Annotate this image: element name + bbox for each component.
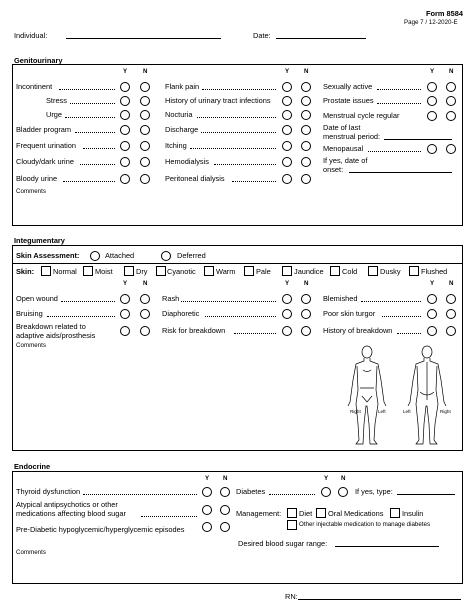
diabetes-y-radio[interactable] — [321, 487, 331, 497]
stress-label: Stress — [46, 96, 67, 105]
flank-pain-label: Flank pain — [165, 82, 200, 91]
diabetes-label: Diabetes — [236, 487, 266, 496]
onset-label-2: onset: — [323, 165, 344, 174]
individual-label: Individual: — [14, 31, 48, 40]
bloody-urine-n-radio[interactable] — [140, 174, 150, 184]
blemished-label: Blemished — [323, 294, 358, 303]
thyroid-label: Thyroid dysfunction — [16, 487, 81, 496]
frequent-urination-y-radio[interactable] — [120, 141, 130, 151]
leader-dots — [80, 164, 115, 165]
diaphoretic-y-radio[interactable] — [282, 309, 292, 319]
cyanotic-checkbox[interactable] — [156, 266, 166, 276]
endocrine-title: Endocrine — [14, 462, 51, 471]
antipsychotics-y-radio[interactable] — [202, 505, 212, 515]
breakdown-aids-y-radio[interactable] — [120, 326, 130, 336]
poor-turgor-label: Poor skin turgor — [323, 309, 376, 318]
leader-dots — [75, 132, 115, 133]
diabetes-type-label: If yes, type: — [355, 487, 393, 496]
bladder-program-label: Bladder program — [16, 125, 72, 134]
leader-dots — [202, 89, 276, 90]
diabetes-type-field[interactable] — [397, 494, 455, 495]
rn-label: RN: — [285, 592, 298, 601]
leader-dots — [201, 132, 276, 133]
bladder-program-y-radio[interactable] — [120, 125, 130, 135]
yn-y-header: Y — [123, 280, 128, 287]
jaundice-label: Jaundice — [294, 267, 324, 276]
yn-y-header: Y — [285, 280, 290, 287]
form-number: Form 8584 — [426, 9, 463, 18]
insulin-label: Insulin — [402, 509, 424, 518]
prostate-issues-n-radio[interactable] — [446, 96, 456, 106]
leader-dots — [205, 316, 276, 317]
comments-label: Comments — [16, 188, 46, 195]
uti-history-label: History of urinary tract infections — [165, 96, 271, 105]
moist-label: Moist — [95, 267, 113, 276]
hemodialysis-y-radio[interactable] — [282, 157, 292, 167]
open-wound-n-radio[interactable] — [140, 294, 150, 304]
cloudy-urine-n-radio[interactable] — [140, 157, 150, 167]
antipsychotics-n-radio[interactable] — [220, 505, 230, 515]
diaphoretic-label: Diaphoretic — [162, 309, 200, 318]
oral-medications-label: Oral Medications — [328, 509, 384, 518]
nocturia-y-radio[interactable] — [282, 110, 292, 120]
leader-dots — [181, 301, 276, 302]
integumentary-section — [12, 245, 463, 451]
yn-n-header: N — [223, 475, 228, 482]
front-right-label: Right — [350, 409, 361, 414]
nocturia-n-radio[interactable] — [301, 110, 311, 120]
jaundice-checkbox[interactable] — [282, 266, 292, 276]
divider — [13, 263, 462, 264]
leader-dots — [368, 151, 421, 152]
antipsychotics-label: Atypical antipsychotics or other — [16, 500, 118, 509]
normal-checkbox[interactable] — [41, 266, 51, 276]
open-wound-label: Open wound — [16, 294, 58, 303]
leader-dots — [190, 148, 276, 149]
peritoneal-dialysis-n-radio[interactable] — [301, 174, 311, 184]
attached-label: Attached — [105, 251, 135, 260]
flushed-label: Flushed — [421, 267, 448, 276]
page-number: Page 7 / 12-2020-E — [404, 19, 458, 26]
menopausal-label: Menopausal — [323, 144, 364, 153]
comments-label: Comments — [16, 549, 46, 556]
incontinent-y-radio[interactable] — [120, 82, 130, 92]
yn-n-header: N — [449, 280, 454, 287]
leader-dots — [83, 494, 197, 495]
back-right-label: Right — [440, 409, 451, 414]
deferred-label: Deferred — [177, 251, 206, 260]
leader-dots — [214, 164, 276, 165]
other-injectable-label: Other injectable medication to manage diabetes — [299, 521, 431, 528]
prostate-issues-y-radio[interactable] — [427, 96, 437, 106]
skin-assessment-label: Skin Assessment: — [16, 251, 80, 260]
incontinent-n-radio[interactable] — [140, 82, 150, 92]
dusky-checkbox[interactable] — [368, 266, 378, 276]
yn-n-header: N — [143, 280, 148, 287]
flushed-checkbox[interactable] — [409, 266, 419, 276]
cloudy-urine-label: Cloudy/dark urine — [16, 157, 74, 166]
bloody-urine-y-radio[interactable] — [120, 174, 130, 184]
history-breakdown-y-radio[interactable] — [427, 326, 437, 336]
leader-dots — [63, 181, 115, 182]
bruising-n-radio[interactable] — [140, 309, 150, 319]
pale-checkbox[interactable] — [244, 266, 254, 276]
cold-label: Cold — [342, 267, 358, 276]
insulin-checkbox[interactable] — [390, 508, 400, 518]
prostate-issues-label: Prostate issues — [323, 96, 374, 105]
dusky-label: Dusky — [380, 267, 401, 276]
leader-dots — [382, 316, 421, 317]
front-head — [362, 346, 372, 358]
leader-dots — [397, 333, 421, 334]
breakdown-aids-label: Breakdown related to — [16, 322, 86, 331]
poor-turgor-y-radio[interactable] — [427, 309, 437, 319]
leader-dots — [47, 316, 115, 317]
yn-n-header: N — [449, 68, 454, 75]
stress-y-radio[interactable] — [120, 96, 130, 106]
frequent-urination-n-radio[interactable] — [140, 141, 150, 151]
yn-n-header: N — [304, 68, 309, 75]
blood-sugar-range-label: Desired blood sugar range: — [238, 539, 328, 548]
yn-n-header: N — [143, 68, 148, 75]
sexually-active-y-radio[interactable] — [427, 82, 437, 92]
diet-label: Diet — [299, 509, 313, 518]
blood-sugar-range-field[interactable] — [335, 546, 439, 547]
normal-label: Normal — [53, 267, 77, 276]
prediabetic-y-radio[interactable] — [202, 522, 212, 532]
diet-checkbox[interactable] — [287, 508, 297, 518]
incontinent-label: Incontinent — [16, 82, 53, 91]
warm-checkbox[interactable] — [204, 266, 214, 276]
individual-field[interactable] — [66, 38, 221, 39]
hemodialysis-n-radio[interactable] — [301, 157, 311, 167]
leader-dots — [269, 494, 315, 495]
history-breakdown-n-radio[interactable] — [446, 326, 456, 336]
hemodialysis-label: Hemodialysis — [165, 157, 209, 166]
urge-label: Urge — [46, 110, 63, 119]
cold-checkbox[interactable] — [330, 266, 340, 276]
prediabetic-label: Pre-Diabetic hypoglycemic/hyperglycemic episodes — [16, 525, 185, 534]
leader-dots — [377, 103, 421, 104]
dry-label: Dry — [136, 267, 148, 276]
last-period-label-2: menstrual period: — [323, 132, 381, 141]
discharge-y-radio[interactable] — [282, 125, 292, 135]
leader-dots — [65, 117, 115, 118]
frequent-urination-label: Frequent urination — [16, 141, 76, 150]
risk-breakdown-y-radio[interactable] — [282, 326, 292, 336]
rash-label: Rash — [162, 294, 180, 303]
leader-dots — [361, 301, 421, 302]
risk-breakdown-label: Risk for breakdown — [162, 326, 226, 335]
moist-checkbox[interactable] — [83, 266, 93, 276]
peritoneal-dialysis-y-radio[interactable] — [282, 174, 292, 184]
yn-n-header: N — [304, 280, 309, 287]
back-head — [422, 346, 432, 358]
blemished-n-radio[interactable] — [446, 294, 456, 304]
menstrual-regular-y-radio[interactable] — [427, 111, 437, 121]
genitourinary-title: Genitourinary — [14, 56, 63, 65]
open-wound-y-radio[interactable] — [120, 294, 130, 304]
leader-dots — [377, 89, 421, 90]
diabetes-n-radio[interactable] — [338, 487, 348, 497]
antipsychotics-label-2: medications affecting blood sugar — [16, 509, 126, 518]
rash-y-radio[interactable] — [282, 294, 292, 304]
rash-n-radio[interactable] — [301, 294, 311, 304]
yn-y-header: Y — [324, 475, 329, 482]
menstrual-regular-n-radio[interactable] — [446, 111, 456, 121]
front-left-label: Left — [378, 409, 386, 414]
endocrine-section — [12, 471, 463, 584]
yn-y-header: Y — [123, 68, 128, 75]
thyroid-n-radio[interactable] — [220, 487, 230, 497]
diaphoretic-n-radio[interactable] — [301, 309, 311, 319]
breakdown-aids-label-2: adaptive aids/prosthesis — [16, 331, 96, 340]
pale-label: Pale — [256, 267, 271, 276]
attached-radio[interactable] — [90, 251, 100, 261]
blemished-y-radio[interactable] — [427, 294, 437, 304]
genitourinary-section — [12, 64, 463, 226]
bladder-program-n-radio[interactable] — [140, 125, 150, 135]
management-label: Management: — [236, 509, 282, 518]
flank-pain-n-radio[interactable] — [301, 82, 311, 92]
leader-dots — [234, 333, 276, 334]
warm-label: Warm — [216, 267, 236, 276]
bloody-urine-label: Bloody urine — [16, 174, 58, 183]
itching-label: Itching — [165, 141, 187, 150]
bruising-label: Bruising — [16, 309, 43, 318]
menstrual-regular-label: Menstrual cycle regular — [323, 111, 400, 120]
cyanotic-label: Cyanotic — [167, 267, 196, 276]
last-period-label: Date of last — [323, 123, 361, 132]
date-field[interactable] — [276, 38, 366, 39]
yn-y-header: Y — [430, 68, 435, 75]
oral-medications-checkbox[interactable] — [316, 508, 326, 518]
menopausal-n-radio[interactable] — [446, 144, 456, 154]
last-period-field[interactable] — [384, 139, 452, 140]
other-injectable-checkbox[interactable] — [287, 520, 297, 530]
urge-n-radio[interactable] — [140, 110, 150, 120]
leader-dots — [83, 148, 115, 149]
leader-dots — [61, 301, 115, 302]
date-label: Date: — [253, 31, 271, 40]
rn-signature-field[interactable] — [298, 599, 461, 600]
discharge-label: Discharge — [165, 125, 199, 134]
peritoneal-dialysis-label: Peritoneal dialysis — [165, 174, 225, 183]
sexually-active-n-radio[interactable] — [446, 82, 456, 92]
onset-label: If yes, date of — [323, 156, 368, 165]
skin-label: Skin: — [16, 267, 35, 276]
leader-dots — [232, 181, 276, 182]
flank-pain-y-radio[interactable] — [282, 82, 292, 92]
itching-n-radio[interactable] — [301, 141, 311, 151]
stress-n-radio[interactable] — [140, 96, 150, 106]
onset-field[interactable] — [349, 172, 452, 173]
integumentary-title: Integumentary — [14, 236, 65, 245]
leader-dots — [70, 103, 115, 104]
back-left-label: Left — [403, 409, 411, 414]
thyroid-y-radio[interactable] — [202, 487, 212, 497]
deferred-radio[interactable] — [161, 251, 171, 261]
itching-y-radio[interactable] — [282, 141, 292, 151]
bruising-y-radio[interactable] — [120, 309, 130, 319]
yn-y-header: Y — [205, 475, 210, 482]
uti-history-y-radio[interactable] — [282, 96, 292, 106]
poor-turgor-n-radio[interactable] — [446, 309, 456, 319]
nocturia-label: Nocturia — [165, 110, 193, 119]
leader-dots — [59, 89, 115, 90]
leader-dots — [141, 516, 197, 517]
yn-y-header: Y — [285, 68, 290, 75]
sexually-active-label: Sexually active — [323, 82, 373, 91]
breakdown-aids-n-radio[interactable] — [140, 326, 150, 336]
dry-checkbox[interactable] — [124, 266, 134, 276]
menopausal-y-radio[interactable] — [427, 144, 437, 154]
comments-label: Comments — [16, 342, 46, 349]
history-breakdown-label: History of breakdown — [323, 326, 393, 335]
yn-y-header: Y — [430, 280, 435, 287]
uti-history-n-radio[interactable] — [301, 96, 311, 106]
leader-dots — [197, 117, 276, 118]
prediabetic-n-radio[interactable] — [220, 522, 230, 532]
yn-n-header: N — [341, 475, 346, 482]
urge-y-radio[interactable] — [120, 110, 130, 120]
risk-breakdown-n-radio[interactable] — [301, 326, 311, 336]
body-diagram[interactable] — [336, 344, 460, 450]
discharge-n-radio[interactable] — [301, 125, 311, 135]
cloudy-urine-y-radio[interactable] — [120, 157, 130, 167]
